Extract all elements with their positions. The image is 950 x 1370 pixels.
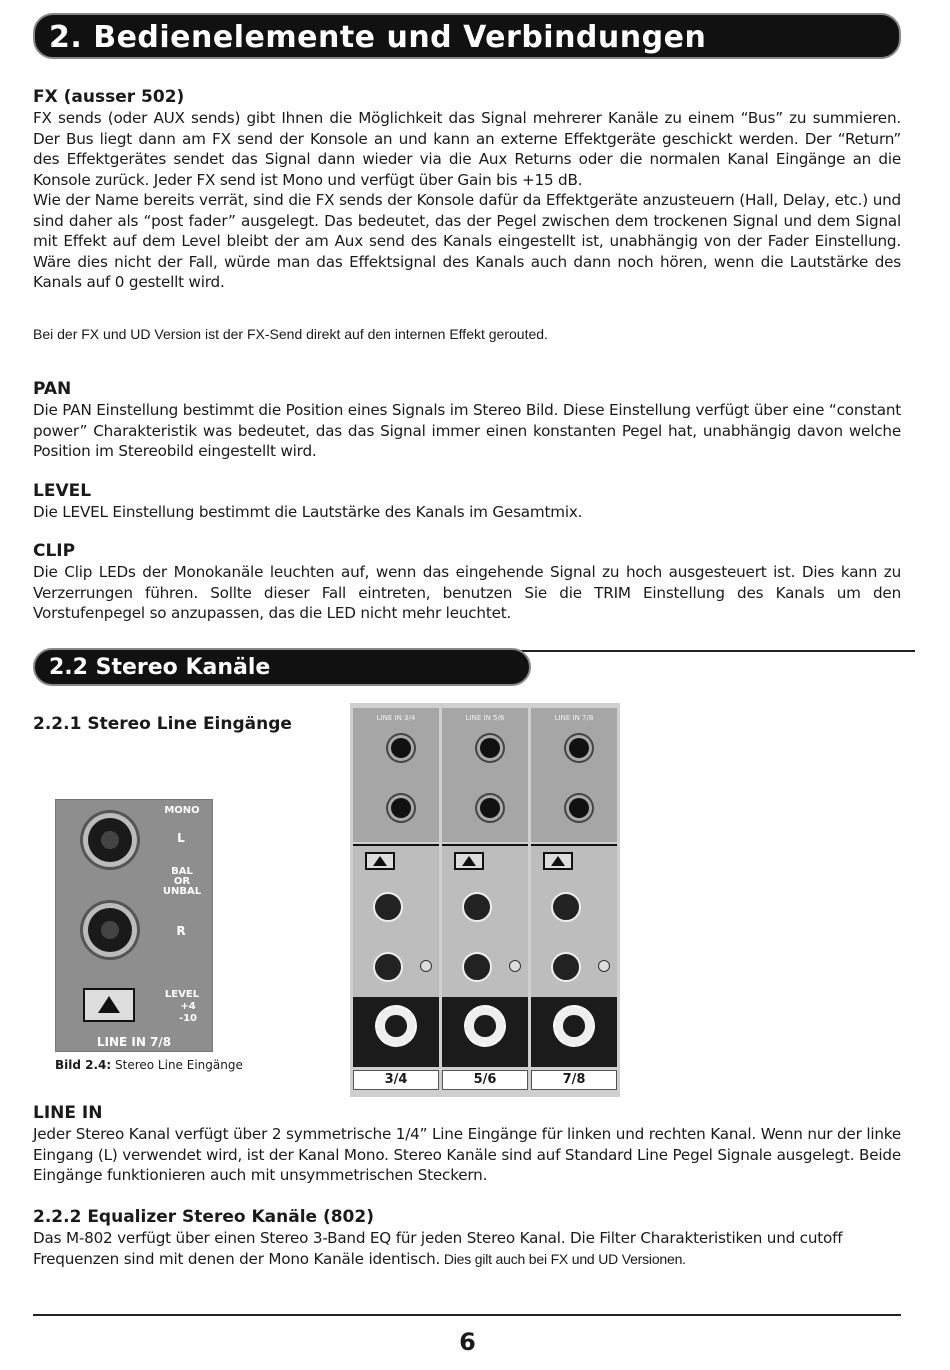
clip-led-icon: [420, 960, 432, 972]
channel-title: LINE IN 5/6: [465, 714, 505, 722]
linein-section: [33, 1103, 901, 1186]
level-label: LEVEL: [164, 989, 200, 1000]
stereo-section-heading: 2.2 Stereo Kanäle: [33, 648, 531, 686]
caption-text: Stereo Line Eingänge: [111, 1058, 243, 1072]
channel-strip: [442, 703, 528, 1093]
level-switch-icon: [365, 852, 395, 870]
channel-controls: [353, 844, 439, 999]
stereo-channel-panel: [350, 703, 620, 1097]
or-label: OR: [173, 876, 191, 887]
r-label: R: [176, 924, 186, 938]
fx-knob-icon: [462, 892, 492, 922]
channel-controls: [442, 844, 528, 999]
level-knob-icon: [375, 1005, 417, 1047]
jack-icon: [569, 798, 589, 818]
plus4-label: +4: [180, 1001, 196, 1012]
bal-knob-icon: [462, 952, 492, 982]
pan-title: PAN: [33, 379, 72, 399]
eq-body: Das M-802 verfügt über einen Stereo 3-Band EQ für jeden Stereo Kanal. Die Filter Charakteristiken und cutoff Frequenzen sind mit denen der Mono Kanäle identisch.: [33, 1229, 843, 1268]
jack-r-icon: [88, 908, 132, 952]
channel-controls: [531, 844, 617, 999]
stereo-line-input-figure: [55, 799, 213, 1052]
eq-title: 2.2.2 Equalizer Stereo Kanäle (802): [33, 1207, 374, 1227]
clip-led-icon: [598, 960, 610, 972]
level-knob-area: [531, 997, 617, 1067]
clip-led-icon: [509, 960, 521, 972]
level-title: LEVEL: [33, 481, 92, 501]
triangle-icon: [98, 996, 120, 1013]
minus10-label: -10: [178, 1013, 198, 1024]
channel-title: LINE IN 7/8: [554, 714, 594, 722]
page-number: 6: [459, 1328, 476, 1356]
level-knob-icon: [553, 1005, 595, 1047]
section-rule: [520, 650, 915, 652]
jack-icon: [480, 738, 500, 758]
level-section: [33, 481, 901, 523]
channel-strip: [531, 703, 617, 1093]
jack-icon: [391, 738, 411, 758]
fx-body: FX sends (oder AUX sends) gibt Ihnen die Möglichkeit das Signal mehrerer Kanäle zu einem “Bus” zu summieren. Der Bus liegt dann am FX send der Konsole an und kann an externe Effektgeräte geschickt werden. Der “Return” des Effektgerätes sendet das Signal dann wieder via die Aux Returns oder die normalen Kanal Eingänge an die Konsole zurück. Jeder FX send ist Mono und verfügt über Gain bis +15 dB.: [33, 109, 901, 189]
level-knob-area: [353, 997, 439, 1067]
bal-knob-icon: [373, 952, 403, 982]
caption-bold: Bild 2.4:: [55, 1058, 112, 1072]
channel-inputs: [531, 708, 617, 842]
jack-icon: [391, 798, 411, 818]
l-label: L: [177, 831, 185, 845]
footer-rule: [33, 1314, 901, 1316]
jack-l-icon: [88, 818, 132, 862]
fx-section: [33, 87, 901, 293]
level-switch-icon: [454, 852, 484, 870]
fx-knob-icon: [373, 892, 403, 922]
unbal-label: UNBAL: [162, 886, 202, 897]
bal-label: BAL: [171, 866, 193, 877]
level-body: Die LEVEL Einstellung bestimmt die Lautstärke des Kanals im Gesamtmix.: [33, 503, 583, 521]
fx-title: FX (ausser 502): [33, 87, 185, 107]
fx-knob-icon: [551, 892, 581, 922]
eq-section: [33, 1207, 901, 1269]
line-in-label: LINE IN 7/8: [96, 1035, 172, 1049]
fx-body-2: Wie der Name bereits verrät, sind die FX sends der Konsole dafür da Effektgeräte anzusteuern (Hall, Delay, etc.) und sind daher als “post fader” ausgelegt. Das bedeutet, das der Pegel zwischen dem trockenen Signal und dem Signal mit Effekt auf dem Level bleibt der am Aux send des Kanals eingestellt ist, unabhängig von der Fader Einstellung. Wäre dies nicht der Fall, würde man das Effektsignal des Kanals auch dann noch hören, wenn die Lautstärke des Kanals auf 0 gestellt wird.: [33, 191, 901, 291]
channel-strip: [353, 703, 439, 1093]
channel-label: 3/4: [353, 1070, 439, 1090]
pan-section: [33, 379, 901, 462]
figure-caption: [55, 1058, 243, 1072]
level-knob-area: [442, 997, 528, 1067]
bal-knob-icon: [551, 952, 581, 982]
level-switch-icon: [543, 852, 573, 870]
clip-section: [33, 541, 901, 624]
eq-paragraph: [33, 1228, 901, 1269]
mono-label: MONO: [164, 805, 200, 816]
channel-title: LINE IN 3/4: [376, 714, 416, 722]
main-section-heading: 2. Bedienelemente und Verbindungen: [33, 13, 901, 59]
jack-icon: [480, 798, 500, 818]
level-switch: [83, 988, 135, 1022]
fx-note: Bei der FX und UD Version ist der FX-Send direkt auf den internen Effekt gerouted.: [33, 326, 548, 342]
clip-title: CLIP: [33, 541, 76, 561]
channel-label: 7/8: [531, 1070, 617, 1090]
channel-inputs: [353, 708, 439, 842]
level-knob-icon: [464, 1005, 506, 1047]
linein-title: LINE IN: [33, 1103, 103, 1123]
eq-note: Dies gilt auch bei FX und UD Versionen.: [440, 1250, 686, 1267]
pan-body: Die PAN Einstellung bestimmt die Position eines Signals im Stereo Bild. Diese Einstellung verfügt über eine “constant power” Charakteristik was bedeutet, das das Signal immer einen konstanten Pegel hat, unabhängig davon welche Position im Stereobild eingestellt wird.: [33, 401, 901, 460]
channel-inputs: [442, 708, 528, 842]
clip-body: Die Clip LEDs der Monokanäle leuchten auf, wenn das eingehende Signal zu hoch ausgesteuert ist. Dies kann zu Verzerrungen führen. Sollte dieser Fall eintreten, benutzen Sie die TRIM Einstellung des Kanals um den Vorstufenpegel so anzupassen, das die LED nicht mehr leuchtet.: [33, 563, 901, 622]
channel-label: 5/6: [442, 1070, 528, 1090]
linein-body: Jeder Stereo Kanal verfügt über 2 symmetrische 1/4” Line Eingänge für linken und rechten Kanal. Wenn nur der linke Eingang (L) verwendet wird, ist der Kanal Mono. Stereo Kanäle sind auf Standard Line Pegel Signale ausgelegt. Beide Eingänge funktionieren auch mit unsymmetrischen Steckern.: [33, 1125, 901, 1184]
jack-icon: [569, 738, 589, 758]
subsection-title-221: 2.2.1 Stereo Line Eingänge: [33, 714, 292, 734]
